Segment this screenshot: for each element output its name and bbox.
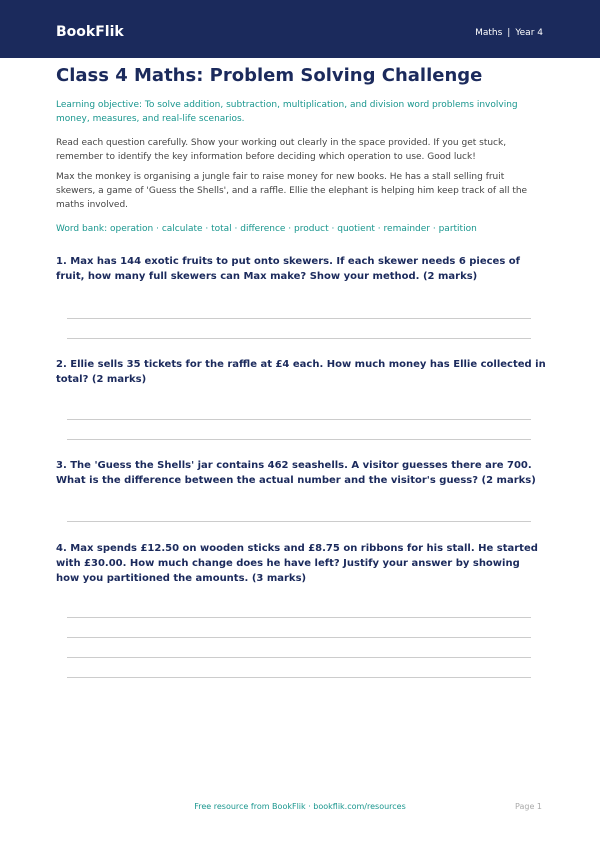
header-meta bbox=[475, 26, 543, 40]
page-header bbox=[0, 0, 600, 58]
answer-line[interactable] bbox=[67, 637, 531, 638]
intro-story: Max the monkey is organising a jungle fair to raise money for new books. He has a stall selling fruit skewers, a game of 'Guess the Shells', and a raffle. Ellie the elephant is helping him keep track of all the maths involved. bbox=[56, 172, 528, 210]
question-1: 1. Max has 144 exotic fruits to put onto skewers. If each skewer needs 6 pieces of fruit, how many full skewers can Max make? Show your method. (2 marks) bbox=[56, 256, 520, 282]
word-bank: Word bank: operation · calculate · total · difference · product · quotient · remainder · partition bbox=[56, 224, 477, 234]
page-number: Page 1 bbox=[515, 802, 542, 811]
footer-resource-link[interactable]: Free resource from BookFlik · bookflik.com/resources bbox=[194, 802, 406, 811]
subject-label: Maths bbox=[475, 28, 503, 38]
answer-line[interactable] bbox=[67, 338, 531, 339]
answer-line[interactable] bbox=[67, 617, 531, 618]
year-label: Year 4 bbox=[515, 28, 543, 38]
intro-instructions: Read each question carefully. Show your working out clearly in the space provided. If you get stuck, remember to identify the key information before deciding which operation to use. Good luck! bbox=[56, 138, 507, 162]
question-4: 4. Max spends £12.50 on wooden sticks and £8.75 on ribbons for his stall. He started with £30.00. How much change does he have left? Justify your answer by showing how you partitioned the amounts. (3 marks) bbox=[56, 543, 538, 584]
page-title: Class 4 Maths: Problem Solving Challenge bbox=[56, 65, 483, 86]
answer-line[interactable] bbox=[67, 521, 531, 522]
question-2: 2. Ellie sells 35 tickets for the raffle at £4 each. How much money has Ellie collected in total? (2 marks) bbox=[56, 359, 546, 385]
question-3: 3. The 'Guess the Shells' jar contains 462 seashells. A visitor guesses there are 700. What is the difference between the actual number and the visitor's guess? (2 marks) bbox=[56, 460, 536, 486]
header-separator: | bbox=[507, 28, 511, 38]
answer-line[interactable] bbox=[67, 439, 531, 440]
answer-line[interactable] bbox=[67, 318, 531, 319]
brand-logo[interactable]: BookFlik bbox=[56, 24, 124, 40]
answer-line[interactable] bbox=[67, 657, 531, 658]
answer-line[interactable] bbox=[67, 419, 531, 420]
learning-objective: Learning objective: To solve addition, subtraction, multiplication, and division word problems involving money, measures, and real-life scenarios. bbox=[56, 100, 518, 124]
answer-line[interactable] bbox=[67, 677, 531, 678]
